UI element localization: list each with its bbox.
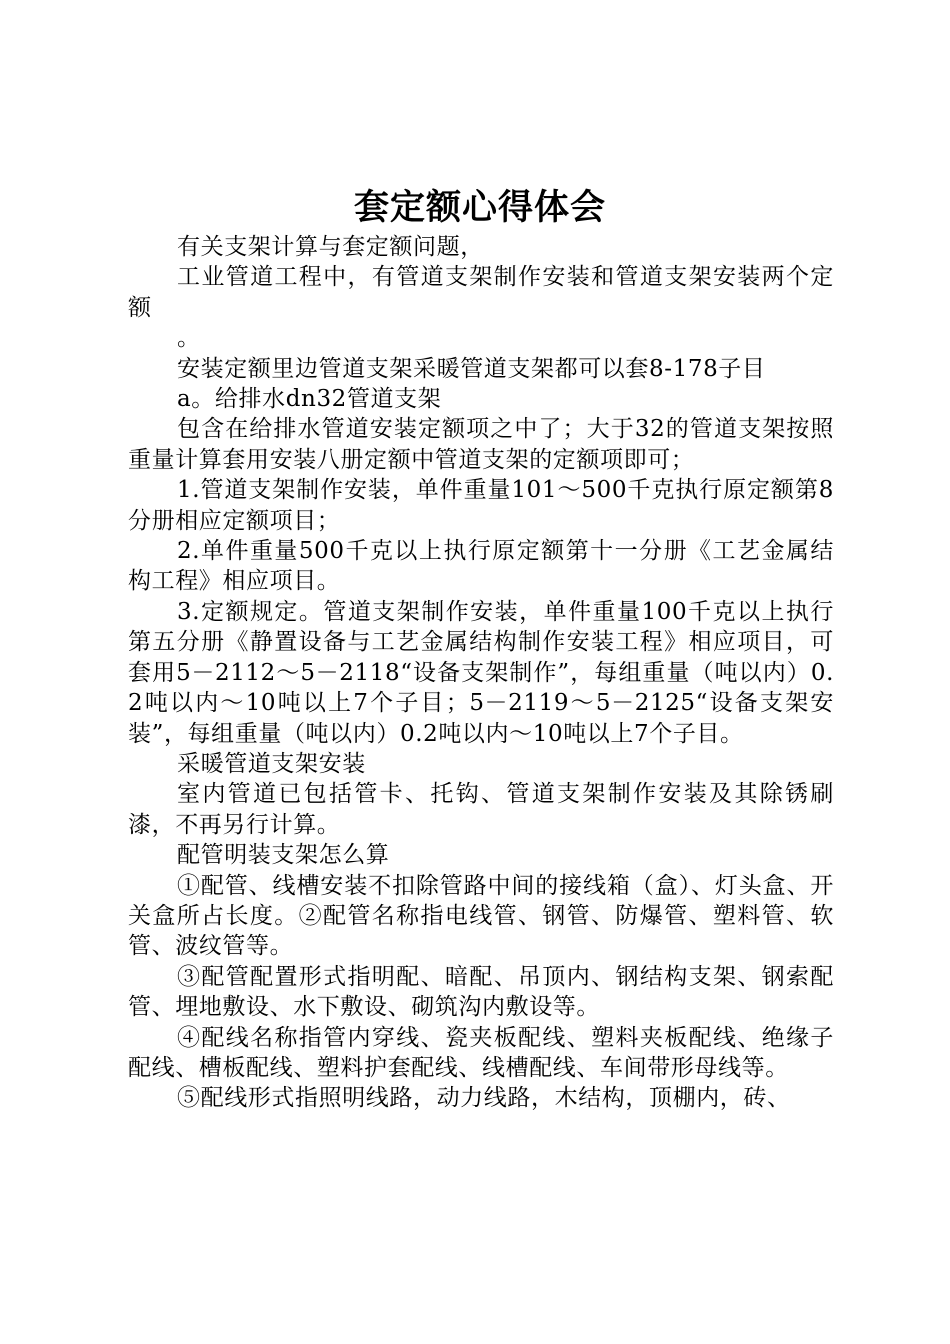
paragraph: 配管明装支架怎么算 xyxy=(177,842,390,869)
paragraph: 2.单件重量500千克以上执行原定额第十一分册《工艺金属结构工程》相应项目。 xyxy=(128,538,834,595)
paragraph: 1.管道支架制作安装，单件重量101～500千克执行原定额第8分册相应定额项目； xyxy=(128,477,834,534)
paragraph: a。给排水dn32管道支架 xyxy=(177,386,442,413)
paragraph: 安装定额里边管道支架采暖管道支架都可以套8-178子目 xyxy=(177,355,766,382)
paragraph: 有关支架计算与套定额问题， xyxy=(177,234,484,260)
paragraph: 室内管道已包括管卡、托钩、管道支架制作安装及其除锈刷漆，不再另行计算。 xyxy=(128,781,834,838)
paragraph: 。 xyxy=(177,325,201,352)
paragraph: ③配管配置形式指明配、暗配、吊顶内、钢结构支架、钢索配管、埋地敷设、水下敷设、砌筑沟内敷设等。 xyxy=(128,963,834,1021)
paragraph: 包含在给排水管道安装定额项之中了；大于32的管道支架按照重量计算套用安装八册定额中管道支架的定额项即可； xyxy=(128,416,834,473)
paragraph: ④配线名称指管内穿线、瓷夹板配线、塑料夹板配线、绝缘子配线、槽板配线、塑料护套配线、线槽配线、车间带形母线等。 xyxy=(128,1024,834,1081)
paragraph: 采暖管道支架安装 xyxy=(177,750,366,777)
paragraph: ⑤配线形式指照明线路，动力线路，木结构，顶棚内，砖、 xyxy=(177,1085,791,1112)
document-body xyxy=(128,232,834,1114)
paragraph: 3.定额规定。管道支架制作安装，单件重量100千克以上执行第五分册《静置设备与工艺金属结构制作安装工程》相应项目，可套用5－2112～5－2118“设备支架制作”，每组重量（吨以内）0.2吨以内～10吨以上7个子目；5－2119～5－2125“设备支架安装”，每组重量（吨以内）0.2吨以内～10吨以上7个子目。 xyxy=(128,598,834,747)
page-title: 套定额心得体会 xyxy=(353,188,606,228)
paragraph: 工业管道工程中，有管道支架制作安装和管道支架安装两个定额 xyxy=(128,264,834,321)
paragraph: ①配管、线槽安装不扣除管路中间的接线箱（盒）、灯头盒、开关盒所占长度。②配管名称指电线管、钢管、防爆管、塑料管、软管、波纹管等。 xyxy=(128,872,834,960)
